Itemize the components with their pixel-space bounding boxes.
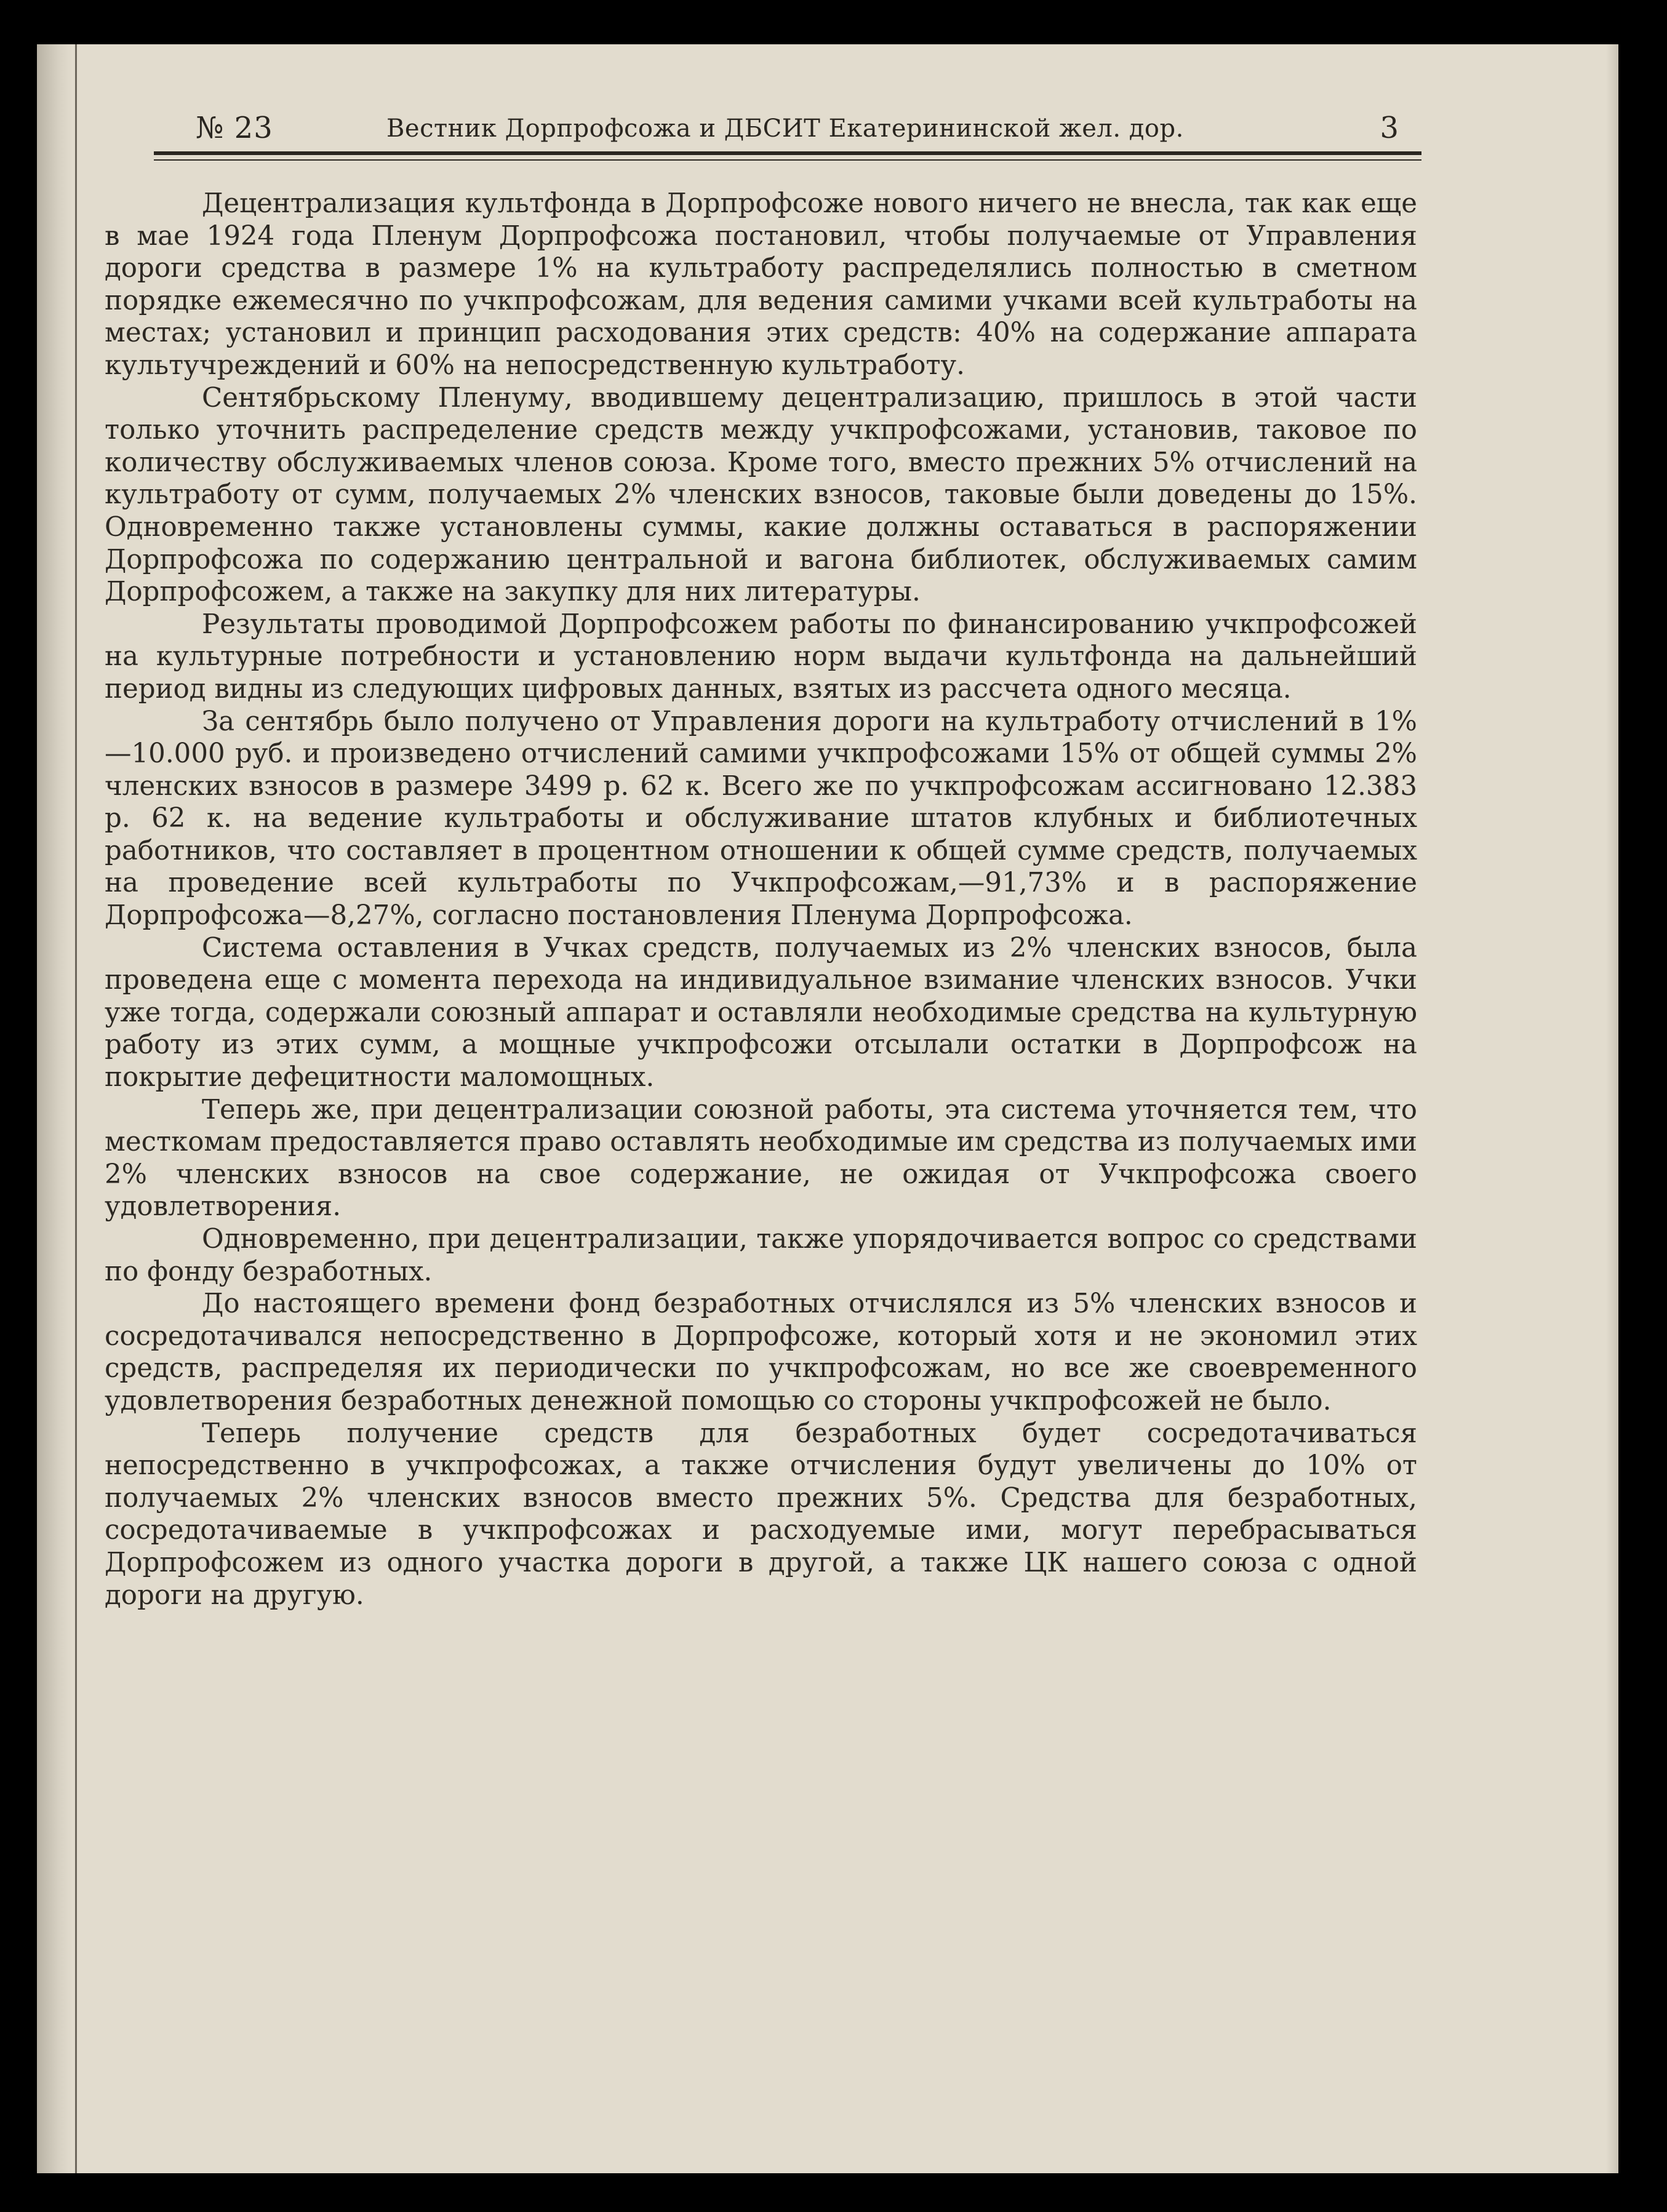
paragraph: Сентябрьскому Пленуму, вводившему децентрализацию, пришлось в этой части только уточнить распределение средств между учкпрофсожами, установив, таковое по количеству обслуживаемых членов союза. Кроме того, вместо прежних 5% отчислений на культработу от сумм, получаемых 2% членских взносов, таковые были доведены до 15%. Одновременно также установлены суммы, какие должны оставаться в распоряжении Дорпрофсожа по содержанию центральной и вагона библиотек, обслуживаемых самим Дорпрофсожем, а также на закупку для них литературы. [105,382,1417,608]
page-number: 3 [1380,111,1399,145]
running-header [159,111,1423,166]
paragraph: Одновременно, при децентрализации, также упорядочивается вопрос со средствами по фонду безработных. [105,1224,1417,1287]
article-body [105,188,1417,1611]
page-binding-shadow [37,44,73,2173]
paragraph: За сентябрь было получено от Управления дороги на культработу отчислений в 1%—10.000 руб. и произведено отчислений самими учкпрофсожами 15% от общей суммы 2% членских взносов в размере 3499 р. 62 к. Всего же по учкпрофсожам ассигновано 12.383 р. 62 к. на ведение культработы и обслуживание штатов клубных и библиотечных работников, что составляет в процентном отношении к общей сумме средств, получаемых на проведение всей культработы по Учкпрофсожам,—91,73% и в распоряжение Дорпрофсожа—8,27%, согласно постановления Пленума Дорпрофсожа. [105,706,1417,932]
paragraph: Теперь же, при децентрализации союзной работы, эта система уточняется тем, что месткомам предоставляется право оставлять необходимые им средства из получаемых ими 2% членских взносов на свое содержание, не ожидая от Учкпрофсожа своего удовлетворения. [105,1094,1417,1223]
paragraph: Результаты проводимой Дорпрофсожем работы по финансированию учкпрофсожей на культурные потребности и установлению норм выдачи культфонда на дальнейший период видны из следующих цифровых данных, взятых из рассчета одного месяца. [105,609,1417,705]
paragraph: Децентрализация культфонда в Дорпрофсоже нового ничего не внесла, так как еще в мае 1924 года Пленум Дорпрофсожа постановил, чтобы получаемые от Управления дороги средства в размере 1% на культработу распределялись полностью в сметном порядке ежемесячно по учкпрофсожам, для ведения самими учками всей культработы на местах; установил и принцип расходования этих средств: 40% на содержание аппарата культучреждений и 60% на непосредственную культработу. [105,188,1417,381]
paragraph: Теперь получение средств для безработных будет сосредотачиваться непосредственно в учкпрофсожах, а также отчисления будут увеличены до 10% от получаемых 2% членских взносов вместо прежних 5%. Средства для безработных, сосредотачиваемые в учкпрофсожах и расходуемые ими, могут перебрасываться Дорпрофсожем из одного участка дороги в другой, а также ЦК нашего союза с одной дороги на другую. [105,1418,1417,1611]
header-rule-thick [154,151,1421,155]
page-edge-shadow [1606,44,1618,2173]
issue-number: № 23 [196,111,273,145]
binding-line [75,44,77,2173]
header-rule-thin [154,159,1421,161]
paragraph: Система оставления в Учках средств, получаемых из 2% членских взносов, была проведена еще с момента перехода на индивидуальное взимание членских взносов. Учки уже тогда, содержали союзный аппарат и оставляли необходимые средства на культурную работу из этих сумм, а мощные учкпрофсожи отсылали остатки в Дорпрофсож на покрытие дефецитности маломощных. [105,932,1417,1093]
paragraph: До настоящего времени фонд безработных отчислялся из 5% членских взносов и сосредотачивался непосредственно в Дорпрофсоже, который хотя и не экономил этих средств, распределяя их периодически по учкпрофсожам, но все же своевременного удовлетворения безработных денежной помощью со стороны учкпрофсожей не было. [105,1288,1417,1416]
journal-title: Вестник Дорпрофсожа и ДБСИТ Екатерининской жел. дор. [386,114,1184,143]
